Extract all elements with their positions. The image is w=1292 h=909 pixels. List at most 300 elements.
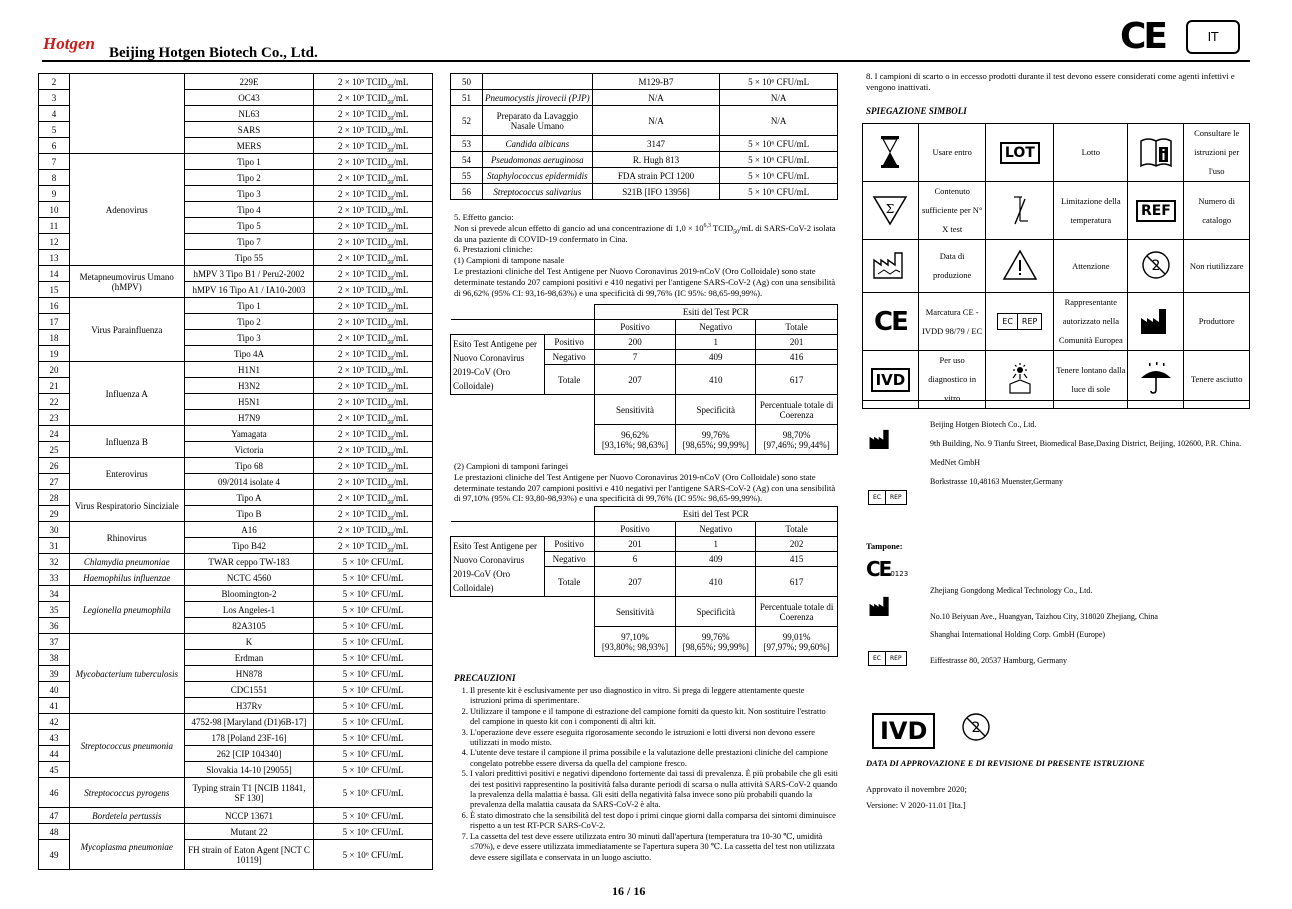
row-number: 42 [39, 714, 70, 730]
table-row [39, 586, 433, 602]
row-positive: Positivo [544, 335, 594, 350]
approval-title: DATA DI APPROVAZIONE E DI REVISIONE DI PRESENTE ISTRUZIONE [866, 758, 1145, 768]
strain-cell: hMPV 3 Tipo B1 / Peru2-2002 [184, 266, 314, 282]
strain-cell: Tipo 1 [184, 154, 314, 170]
ec-rep-icon: EC REP [986, 293, 1054, 351]
row-positive: Positivo [544, 537, 594, 552]
strain-cell: K [184, 634, 314, 650]
cell: 617 [756, 567, 838, 597]
organism-cell: Pseudomonas aeruginosa [482, 152, 592, 168]
row-number: 27 [39, 474, 70, 490]
concentration-cell: 2 × 10⁵ $TCID_{50}/mL$ [314, 538, 433, 554]
manufacturer-icon [868, 426, 894, 457]
strain-cell: Tipo 1 [184, 298, 314, 314]
row-number: 12 [39, 234, 70, 250]
organism-cell: Staphylococcus epidermidis [482, 168, 592, 184]
concentration-cell: 2 × 10⁵ $TCID_{50}/mL$ [314, 378, 433, 394]
throat-performance-table [450, 506, 838, 657]
concentration-cell: 5 × 10⁶ CFU/mL [314, 714, 433, 730]
item-8: 8. I campioni di scarto o in eccesso prodotti durante il test devono essere considerati come agenti infettivi e vengono inattivati. [866, 71, 1235, 92]
ce-0123-icon: CE0123 [866, 557, 909, 581]
ref-icon: REF [1128, 182, 1184, 240]
cell: 7 [594, 350, 676, 365]
row-number: 11 [39, 218, 70, 234]
strain-cell: Erdman [184, 650, 314, 666]
cell: 201 [756, 335, 838, 350]
symbol-label: Tenere asciutto [1184, 351, 1250, 409]
nasal-performance-table [450, 304, 838, 455]
row-number: 7 [39, 154, 70, 170]
swab-rep-name: Shanghai International Holding Corp. GmbH (Europe) [930, 630, 1106, 639]
strain-cell: hMPV 16 Tipo A1 / IA10-2003 [184, 282, 314, 298]
symbol-label: Produttore [1184, 293, 1250, 351]
throat-title: (2) Campioni di tamponi faringei [454, 461, 569, 471]
concentration-cell: 2 × 10⁵ $TCID_{50}/mL$ [314, 266, 433, 282]
table-row [451, 136, 838, 152]
strain-cell: R. Hugh 813 [592, 152, 720, 168]
organism-cell: Chlamydia pneumoniae [69, 554, 184, 570]
strain-cell: FH strain of Eaton Agent [NCT C 10119] [184, 840, 314, 870]
organism-cell: Influenza A [69, 362, 184, 426]
strain-cell: M129-B7 [592, 74, 720, 90]
row-number: 56 [451, 184, 483, 200]
strain-cell: CDC1551 [184, 682, 314, 698]
concentration-cell: 5 × 10⁶ CFU/mL [314, 762, 433, 778]
concentration-cell: 2 × 10⁵ $TCID_{50}/mL$ [314, 346, 433, 362]
row-number: 19 [39, 346, 70, 362]
concentration-cell: 5 × 10⁶ CFU/mL [314, 840, 433, 870]
symbol-label: Rappresentante autorizzato nella Comunità Europea [1054, 293, 1128, 351]
concentration-cell: 5 × 10⁶ CFU/mL [314, 778, 433, 808]
concentration-cell: 2 × 10⁵ $TCID_{50}/mL$ [314, 170, 433, 186]
concentration-cell: 2 × 10⁵ $TCID_{50}/mL$ [314, 394, 433, 410]
concentration-cell: 2 × 10⁵ $TCID_{50}/mL$ [314, 74, 433, 90]
strain-cell: Tipo B [184, 506, 314, 522]
thermometer-icon [986, 182, 1054, 240]
table-row [451, 74, 838, 90]
strain-cell: NL63 [184, 106, 314, 122]
row-number: 32 [39, 554, 70, 570]
strain-cell: H1N1 [184, 362, 314, 378]
concentration-cell: 2 × 10⁵ $TCID_{50}/mL$ [314, 218, 433, 234]
strain-cell: 229E [184, 74, 314, 90]
row-number: 30 [39, 522, 70, 538]
concentration-cell: 2 × 10⁵ $TCID_{50}/mL$ [314, 122, 433, 138]
row-number: 37 [39, 634, 70, 650]
col-negative: Negativo [676, 522, 756, 537]
strain-cell: S21B [IFO 13956] [592, 184, 720, 200]
ivd-mark: IVD [872, 713, 935, 749]
symbol-label: Marcatura CE - IVDD 98/79 / EC [918, 293, 986, 351]
table-row [39, 298, 433, 314]
concentration-cell: 2 × 10⁵ $TCID_{50}/mL$ [314, 522, 433, 538]
organism-cell: Candida albicans [482, 136, 592, 152]
cell: 207 [594, 567, 676, 597]
cross-reactivity-table-mid [450, 73, 838, 200]
precaution-item: 2. Utilizzare il tampone e il tampone di estrazione del campione forniti da questo kit. Non sostituire l'estratto del campione in questo kit con i componenti di altri kit. [470, 707, 838, 728]
table-row [39, 570, 433, 586]
row-negative: Negativo [544, 552, 594, 567]
cell: 415 [756, 552, 838, 567]
row-number: 17 [39, 314, 70, 330]
table-row [451, 184, 838, 200]
organism-cell: Influenza B [69, 426, 184, 458]
coherence-value: 98,70% [97,46%; 99,44%] [756, 425, 838, 455]
throat-text: Le prestazioni cliniche del Test Antigene per Nuovo Coronavirus 2019-nCoV (Oro Colloidale) sono state determinate testando 207 campioni positivi e 410 negativi per l'antigene SARS-CoV-2 (Ag) con una sensibilità di 97,10% (95% CI: 93,80-98,93%) e una specificità di 99,76% (IC 95%: 98,65-99,99%). [454, 471, 836, 504]
col-total: Totale [756, 320, 838, 335]
cross-reactivity-table-left [38, 73, 433, 870]
row-number: 23 [39, 410, 70, 426]
specificity-value: 99,76% [98,65%; 99,99%] [676, 627, 756, 657]
strain-cell: Typing strain T1 [NCIB 11841, SF 130] [184, 778, 314, 808]
row-number: 16 [39, 298, 70, 314]
strain-cell: TWAR ceppo TW-183 [184, 554, 314, 570]
organism-cell: Streptococcus pyrogens [69, 778, 184, 808]
precaution-item: 3. L'operazione deve essere eseguita rigorosamente secondo le istruzioni e lotti diversi non devono essere utilizzati in modo misto. [470, 728, 838, 749]
swab-title: Tampone: [866, 541, 903, 551]
concentration-cell: 2 × 10⁵ $TCID_{50}/mL$ [314, 90, 433, 106]
concentration-cell: 5 × 10⁶ CFU/mL [314, 824, 433, 840]
concentration-cell: 5 × 10⁶ CFU/mL [720, 168, 838, 184]
row-number: 47 [39, 808, 70, 824]
concentration-cell: 5 × 10⁶ CFU/mL [314, 650, 433, 666]
concentration-cell: 2 × 10⁵ $TCID_{50}/mL$ [314, 330, 433, 346]
table-row [39, 458, 433, 474]
hook-title: 5. Effetto gancio: [454, 212, 514, 222]
rep-name: MedNet GmbH [930, 458, 980, 467]
lot-icon: LOT [986, 124, 1054, 182]
table-row [451, 168, 838, 184]
swab-ec-rep-icon: EC REP [868, 647, 907, 666]
strain-cell: H37Rv [184, 698, 314, 714]
factory-solid-icon [1128, 293, 1184, 351]
sensitivity-value: 96,62% [93,16%; 98,63%] [594, 425, 676, 455]
strain-cell: Victoria [184, 442, 314, 458]
table-row [39, 362, 433, 378]
organism-cell: Mycoplasma pneumoniae [69, 824, 184, 870]
strain-cell: Tipo 55 [184, 250, 314, 266]
symbol-label: Contenuto sufficiente per N° X test [918, 182, 986, 240]
strain-cell: 4752-98 [Maryland (D1)6B-17] [184, 714, 314, 730]
cell: 200 [594, 335, 676, 350]
language-badge: IT [1186, 20, 1240, 54]
row-number: 54 [451, 152, 483, 168]
col-positive: Positivo [594, 522, 676, 537]
col-negative: Negativo [676, 320, 756, 335]
cell: 202 [756, 537, 838, 552]
precautions-list [454, 686, 838, 863]
strain-cell: A16 [184, 522, 314, 538]
sensitivity-value: 97,10% [93,80%; 98,93%] [594, 627, 676, 657]
precautions-title: PRECAUZIONI [454, 673, 516, 683]
row-number: 18 [39, 330, 70, 346]
precaution-item: 4. L'utente deve testare il campione il prima possibile e la valutazione delle prestazioni cliniche del campione congelato potrebbe essere diversa da quella del campione fresco. [470, 748, 838, 769]
row-number: 34 [39, 586, 70, 602]
organism-cell: Streptococcus pneumonia [69, 714, 184, 778]
cell: 617 [756, 365, 838, 395]
organism-cell: Adenovirus [69, 154, 184, 266]
strain-cell: Yamagata [184, 426, 314, 442]
strain-cell: NCTC 4560 [184, 570, 314, 586]
strain-cell: Tipo 4 [184, 202, 314, 218]
strain-cell: 09/2014 isolate 4 [184, 474, 314, 490]
rep-address: Borkstrasse 10,48163 Muenster,Germany [930, 477, 1063, 486]
col-total: Totale [756, 522, 838, 537]
symbol-label: Numero di catalogo [1184, 182, 1250, 240]
row-number: 26 [39, 458, 70, 474]
concentration-cell: 5 × 10⁶ CFU/mL [314, 602, 433, 618]
concentration-cell: 2 × 10⁵ $TCID_{50}/mL$ [314, 426, 433, 442]
version: Versione: V 2020-11.01 [Ita.] [866, 800, 966, 810]
symbol-label: Per uso diagnostico in vitro [918, 351, 986, 409]
concentration-cell: 2 × 10⁵ $TCID_{50}/mL$ [314, 490, 433, 506]
precaution-item: 1. Il presente kit è esclusivamente per uso diagnostico in vitro. Si prega di leggere attentamente queste istruzioni prima di sperimentare. [470, 686, 838, 707]
hook-section [454, 212, 838, 298]
concentration-cell: 2 × 10⁵ $TCID_{50}/mL$ [314, 458, 433, 474]
strain-cell: SARS [184, 122, 314, 138]
table-row [39, 522, 433, 538]
row-number: 5 [39, 122, 70, 138]
row-number: 55 [451, 168, 483, 184]
cell: 1 [676, 335, 756, 350]
concentration-cell: N/A [720, 106, 838, 136]
strain-cell: Tipo B42 [184, 538, 314, 554]
row-number: 15 [39, 282, 70, 298]
row-number: 13 [39, 250, 70, 266]
organism-cell: Bordetela pertussis [69, 808, 184, 824]
organism-cell: Virus Respiratorio Sinciziale [69, 490, 184, 522]
concentration-cell: 2 × 10⁵ $TCID_{50}/mL$ [314, 442, 433, 458]
organism-cell [69, 74, 184, 154]
organism-cell: Streptococcus salivarius [482, 184, 592, 200]
organism-cell: Preparato da Lavaggio Nasale Umano [482, 106, 592, 136]
organism-cell: Rhinovirus [69, 522, 184, 554]
concentration-cell: 5 × 10⁶ CFU/mL [314, 666, 433, 682]
strain-cell: FDA strain PCI 1200 [592, 168, 720, 184]
strain-cell: 3147 [592, 136, 720, 152]
table-row [39, 426, 433, 442]
row-number: 2 [39, 74, 70, 90]
coherence-label: Percentuale totale di Coerenza [756, 395, 838, 425]
ec-rep-icon: EC REP [868, 486, 907, 505]
concentration-cell: 5 × 10⁶ CFU/mL [720, 152, 838, 168]
row-negative: Negativo [544, 350, 594, 365]
swab-mfr-address: No.10 Beiyuan Ave., Huangyan, Taizhou City, 318020 Zhejiang, China [930, 611, 1158, 621]
ce-mark: CE [1120, 16, 1166, 57]
precaution-item: 6. È stato dimostrato che la sensibilità del test dopo i primi cinque giorni dalla comparsa dei sintomi diminuisce rispetto a un test RT-PCR SARS-CoV-2. [470, 811, 838, 832]
row-number: 41 [39, 698, 70, 714]
strain-cell: Tipo 3 [184, 186, 314, 202]
manufacturer-info [930, 415, 1250, 491]
concentration-cell: 2 × 10⁵ $TCID_{50}/mL$ [314, 506, 433, 522]
table-row [451, 152, 838, 168]
concentration-cell: 5 × 10⁶ CFU/mL [314, 730, 433, 746]
book-info-icon [1128, 124, 1184, 182]
cell: 416 [756, 350, 838, 365]
header-rule [42, 60, 1250, 62]
symbols-table [862, 123, 1250, 409]
specificity-label: Specificità [676, 395, 756, 425]
row-number: 31 [39, 538, 70, 554]
row-number: 50 [451, 74, 483, 90]
row-number: 9 [39, 186, 70, 202]
table-row [39, 714, 433, 730]
symbols-title: SPIEGAZIONE SIMBOLI [866, 106, 967, 116]
concentration-cell: 2 × 10⁵ $TCID_{50}/mL$ [314, 138, 433, 154]
strain-cell: HN878 [184, 666, 314, 682]
table-row [39, 554, 433, 570]
row-total: Totale [544, 365, 594, 395]
strain-cell: MERS [184, 138, 314, 154]
precautions-section [454, 673, 838, 863]
organism-cell: Enterovirus [69, 458, 184, 490]
cell: 1 [676, 537, 756, 552]
concentration-cell: 5 × 10⁶ CFU/mL [314, 570, 433, 586]
row-number: 38 [39, 650, 70, 666]
organism-cell: Legionella pneumophila [69, 586, 184, 634]
strain-cell: NCCP 13671 [184, 808, 314, 824]
table-row [451, 106, 838, 136]
throat-section [454, 461, 838, 504]
symbol-label: Limitazione della temperatura [1054, 182, 1128, 240]
row-number: 25 [39, 442, 70, 458]
concentration-cell: 2 × 10⁵ $TCID_{50}/mL$ [314, 410, 433, 426]
strain-cell: Tipo A [184, 490, 314, 506]
row-number: 6 [39, 138, 70, 154]
row-number: 43 [39, 730, 70, 746]
row-total: Totale [544, 567, 594, 597]
strain-cell: Tipo 3 [184, 330, 314, 346]
strain-cell: 82A3105 [184, 618, 314, 634]
concentration-cell: 5 × 10⁶ CFU/mL [314, 698, 433, 714]
concentration-cell: 5 × 10⁶ CFU/mL [720, 74, 838, 90]
symbol-label: Consultare le istruzioni per l'uso [1184, 124, 1250, 182]
organism-cell: Virus Parainfluenza [69, 298, 184, 362]
organism-cell [482, 74, 592, 90]
row-number: 39 [39, 666, 70, 682]
row-number: 21 [39, 378, 70, 394]
page-number: 16 / 16 [612, 884, 646, 898]
concentration-cell: 5 × 10⁶ CFU/mL [314, 554, 433, 570]
concentration-cell: 5 × 10⁶ CFU/mL [314, 682, 433, 698]
cell: 410 [676, 365, 756, 395]
swab-mfr-name: Zhejiang Gongdong Medical Technology Co., Ltd. [930, 586, 1093, 595]
hook-text: Non si prevede alcun effetto di gancio ad una concentrazione di $1,0 \times 10^{6,3}$ $TCID_{50}/mL$ di SARS-CoV-2 isolata da una paziente di COVID-19 confermato in Cina. [454, 222, 836, 244]
strain-cell: Tipo 4A [184, 346, 314, 362]
concentration-cell: 5 × 10⁶ CFU/mL [720, 136, 838, 152]
cell: 409 [676, 552, 756, 567]
concentration-cell: 2 × 10⁵ $TCID_{50}/mL$ [314, 282, 433, 298]
ivd-icon: IVD [863, 351, 919, 409]
symbol-label: Lotto [1054, 124, 1128, 182]
strain-cell: H7N9 [184, 410, 314, 426]
concentration-cell: 2 × 10⁵ $TCID_{50}/mL$ [314, 202, 433, 218]
svg-text:2: 2 [1151, 258, 1161, 274]
concentration-cell: 2 × 10⁵ $TCID_{50}/mL$ [314, 106, 433, 122]
table-row [39, 824, 433, 840]
organism-cell: Pneumocystis jirovecii (PJP) [482, 90, 592, 106]
symbol-label: Tenere lontano dalla luce di sole [1054, 351, 1128, 409]
nasal-title: (1) Campioni di tampone nasale [454, 255, 565, 266]
specificity-value: 99,76% [98,65%; 99,99%] [676, 425, 756, 455]
pcr-header: Esiti del Test PCR [594, 305, 837, 320]
concentration-cell: 5 × 10⁶ CFU/mL [314, 618, 433, 634]
specificity-label: Specificità [676, 597, 756, 627]
cell: 409 [676, 350, 756, 365]
company-name: Beijing Hotgen Biotech Co., Ltd. [108, 45, 318, 61]
company-logo: Hotgen [43, 34, 95, 53]
concentration-cell: 5 × 10⁶ CFU/mL [314, 586, 433, 602]
organism-cell: Metapneumovirus Umano (hMPV) [69, 266, 184, 298]
strain-cell: Tipo 68 [184, 458, 314, 474]
swab-rep-address: Eiffestrasse 80, 20537 Hamburg, Germany [930, 655, 1068, 665]
row-number: 36 [39, 618, 70, 634]
hourglass-icon [863, 124, 919, 182]
strain-cell: Bloomington-2 [184, 586, 314, 602]
cell: 410 [676, 567, 756, 597]
symbol-label: Non riutilizzare [1184, 240, 1250, 293]
row-number: 3 [39, 90, 70, 106]
row-number: 24 [39, 426, 70, 442]
no-reuse-icon [1128, 240, 1184, 293]
swab-info [930, 584, 1250, 667]
concentration-cell: 2 × 10⁵ $TCID_{50}/mL$ [314, 314, 433, 330]
strain-cell: Mutant 22 [184, 824, 314, 840]
strain-cell: 178 [Poland 23F-16] [184, 730, 314, 746]
manufacturer-name: Beijing Hotgen Biotech Co., Ltd. [930, 420, 1037, 429]
no-reuse-mark [960, 711, 992, 748]
cell: 6 [594, 552, 676, 567]
symbol-label: Usare entro [918, 124, 986, 182]
concentration-cell: 5 × 10⁶ CFU/mL [314, 808, 433, 824]
strain-cell: Tipo 5 [184, 218, 314, 234]
concentration-cell: 2 × 10⁵ $TCID_{50}/mL$ [314, 362, 433, 378]
header [43, 34, 318, 61]
row-number: 46 [39, 778, 70, 808]
cell: 201 [594, 537, 676, 552]
concentration-cell: 2 × 10⁵ $TCID_{50}/mL$ [314, 154, 433, 170]
row-number: 44 [39, 746, 70, 762]
warning-triangle-icon [986, 240, 1054, 293]
table-row [451, 90, 838, 106]
concentration-cell: 2 × 10⁵ $TCID_{50}/mL$ [314, 474, 433, 490]
strain-cell: Slovakia 14-10 [29055] [184, 762, 314, 778]
concentration-cell: N/A [720, 90, 838, 106]
row-number: 22 [39, 394, 70, 410]
nasal-text: Le prestazioni cliniche del Test Antigene per Nuovo Coronavirus 2019-nCoV (Oro Colloidale) sono state determinate testando 207 campioni positivi e 410 negativi per l'antigene SARS-CoV-2 (Ag) con una sensibilità di 96,62% (95% CI: 93,16-98,63%) e una specificità di 99,76% (IC 95%: 98,65-99,99%). [454, 265, 836, 298]
table-row [39, 266, 433, 282]
svg-text:Σ: Σ [886, 201, 895, 216]
table-row [39, 634, 433, 650]
concentration-cell: 2 × 10⁵ $TCID_{50}/mL$ [314, 186, 433, 202]
pcr-header: Esiti del Test PCR [594, 507, 837, 522]
row-number: 10 [39, 202, 70, 218]
approval-date: Approvato il novembre 2020; [866, 784, 967, 794]
row-number: 14 [39, 266, 70, 282]
strain-cell: 262 [CIP 104340] [184, 746, 314, 762]
row-number: 51 [451, 90, 483, 106]
cell: 207 [594, 365, 676, 395]
concentration-cell: 2 × 10⁵ $TCID_{50}/mL$ [314, 250, 433, 266]
row-number: 4 [39, 106, 70, 122]
strain-cell: N/A [592, 106, 720, 136]
row-number: 40 [39, 682, 70, 698]
strain-cell: Tipo 2 [184, 314, 314, 330]
divider [862, 400, 1250, 401]
concentration-cell: 5 × 10⁶ CFU/mL [314, 746, 433, 762]
table-row [39, 490, 433, 506]
manufacturer-address: 9th Building, No. 9 Tianfu Street, Biomedical Base,Daxing District, Beijing, 102600, P.R. China. [930, 439, 1242, 448]
